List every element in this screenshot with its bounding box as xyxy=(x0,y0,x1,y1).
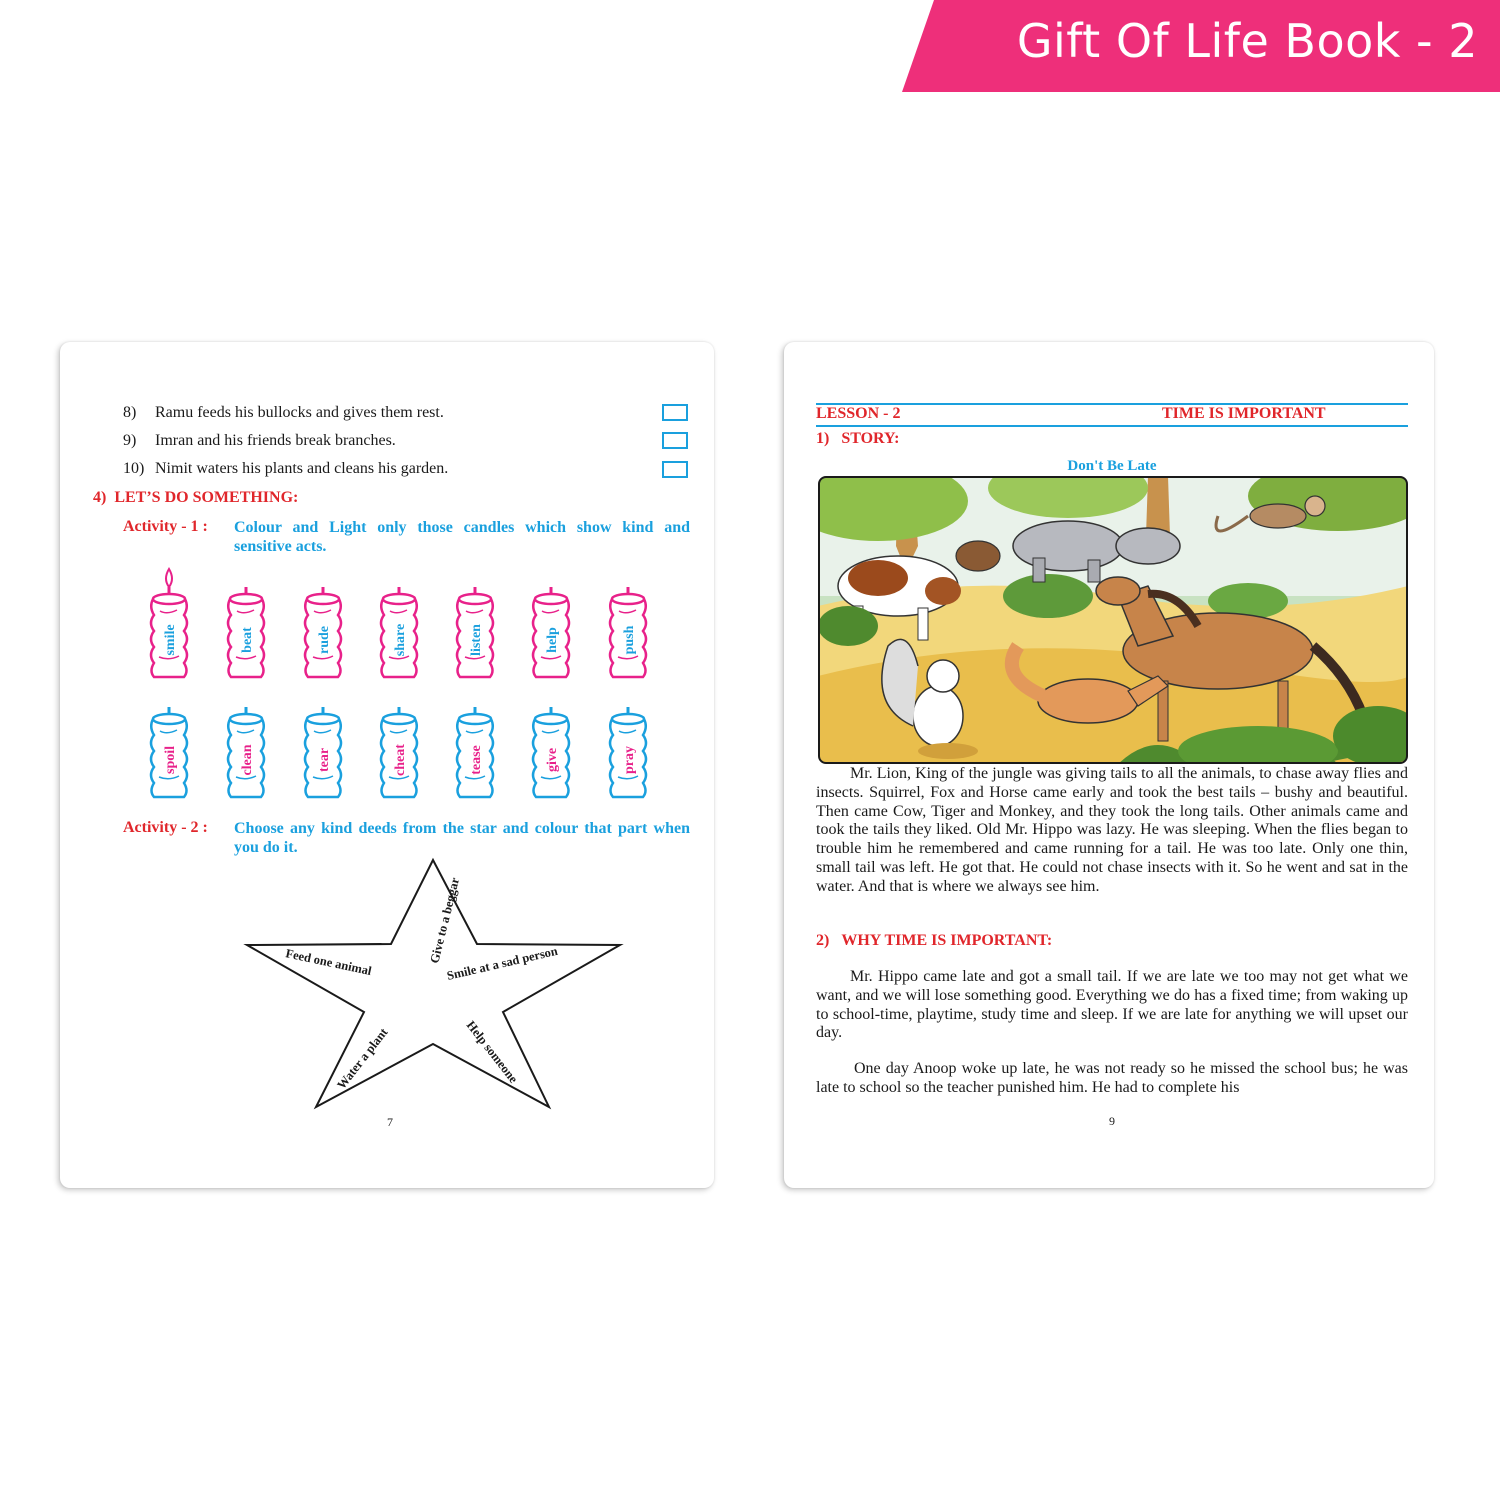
activity-1-text: Colour and Light only those candles which show kind and sensitive acts. xyxy=(234,519,690,555)
right-page xyxy=(784,342,1434,1188)
left-page xyxy=(60,342,714,1188)
paragraph-2 xyxy=(816,968,1408,1043)
question-number: 10) xyxy=(123,460,145,477)
activity-2-text: Choose any kind deeds from the star and colour that part when you do it. xyxy=(234,820,690,856)
candle-word: pray xyxy=(622,746,637,774)
candle-word: share xyxy=(393,623,408,657)
candle-word: tease xyxy=(469,745,484,775)
story-title: Don't Be Late xyxy=(1067,458,1157,474)
candle-word: smile xyxy=(163,624,178,656)
lesson-rule-bottom xyxy=(816,425,1408,427)
candle-word: listen xyxy=(469,624,484,656)
candle-word: help xyxy=(545,627,560,653)
story-text xyxy=(816,765,1408,897)
section-2-heading xyxy=(816,932,1052,950)
section-title: LET’S DO SOMETHING: xyxy=(114,489,299,506)
story-heading-title: STORY: xyxy=(841,430,900,447)
page-number: 7 xyxy=(387,1115,393,1129)
story-heading xyxy=(816,430,899,448)
star-deed-bottom-right[interactable]: Help someone xyxy=(463,1018,521,1086)
kind-deeds-star xyxy=(60,342,714,1188)
candle-word: tear xyxy=(317,747,332,773)
paragraph-3-text: One day Anoop woke up late, he was not ready so he missed the school bus; he was late to school so the teacher punished him. He had to complete his xyxy=(816,1060,1408,1096)
candle-word: rude xyxy=(317,626,332,654)
paragraph-3 xyxy=(816,1060,1408,1098)
activity-2-label: Activity - 2 : xyxy=(123,819,208,836)
section-number: 4) xyxy=(93,489,107,506)
question-text: Nimit waters his plants and cleans his garden. xyxy=(155,460,449,477)
story-paragraph: Mr. Lion, King of the jungle was giving tails to all the animals, to chase away flies and insects. Squirrel, Fox and Horse came early and took the best tails – bushy and beautiful. Then came Cow, Tiger and Monkey, and they took the long tails. Other animals came and took the tails they liked. Old Mr. Hippo was lazy. He was sleeping. When the flies began to trouble him he remembered and came running for a tail. He was too late. Only one thin, small tail was left. He got that. He could not chase insects with it. So he went and sat in the water. And that is where we always see him. xyxy=(816,765,1408,895)
candle-word: spoil xyxy=(163,745,178,775)
question-text: Imran and his friends break branches. xyxy=(155,432,396,449)
lesson-label: LESSON - 2 xyxy=(816,405,901,422)
candle-word: give xyxy=(545,747,560,773)
candle-word: cheat xyxy=(393,744,408,776)
lesson-rule-top xyxy=(816,403,1408,405)
star-deed-right[interactable]: Smile at a sad person xyxy=(445,943,559,983)
candle-word: push xyxy=(622,625,637,655)
star-deed-bottom-left[interactable]: Water a plant xyxy=(334,1025,391,1092)
banner-title: Gift Of Life Book - 2 xyxy=(1016,14,1478,68)
paragraph-2-text: Mr. Hippo came late and got a small tail. If we are late we too may not get what we want, and we will lose something good. Everything we do has a fixed time; from waking up to school-time, playtime, study time and sleep. If we are late for anything we will upset our day. xyxy=(816,968,1408,1042)
question-number: 8) xyxy=(123,404,137,421)
page-number: 9 xyxy=(1109,1114,1115,1128)
activity-1-label: Activity - 1 : xyxy=(123,518,208,535)
section-2-number: 2) xyxy=(816,932,830,949)
star-deed-left[interactable]: Feed one animal xyxy=(284,946,373,979)
question-number: 9) xyxy=(123,432,137,449)
section-2-title: WHY TIME IS IMPORTANT: xyxy=(841,932,1053,949)
star-deed-top[interactable]: Give to a beggar xyxy=(427,876,463,965)
jungle-animals-illustration xyxy=(818,476,1408,764)
lesson-title: TIME IS IMPORTANT xyxy=(1162,405,1326,422)
candle-word: beat xyxy=(240,627,255,653)
candle-word: clean xyxy=(240,744,255,776)
star-outline[interactable] xyxy=(247,860,620,1107)
story-heading-number: 1) xyxy=(816,430,830,447)
question-text: Ramu feeds his bullocks and gives them rest. xyxy=(155,404,444,421)
